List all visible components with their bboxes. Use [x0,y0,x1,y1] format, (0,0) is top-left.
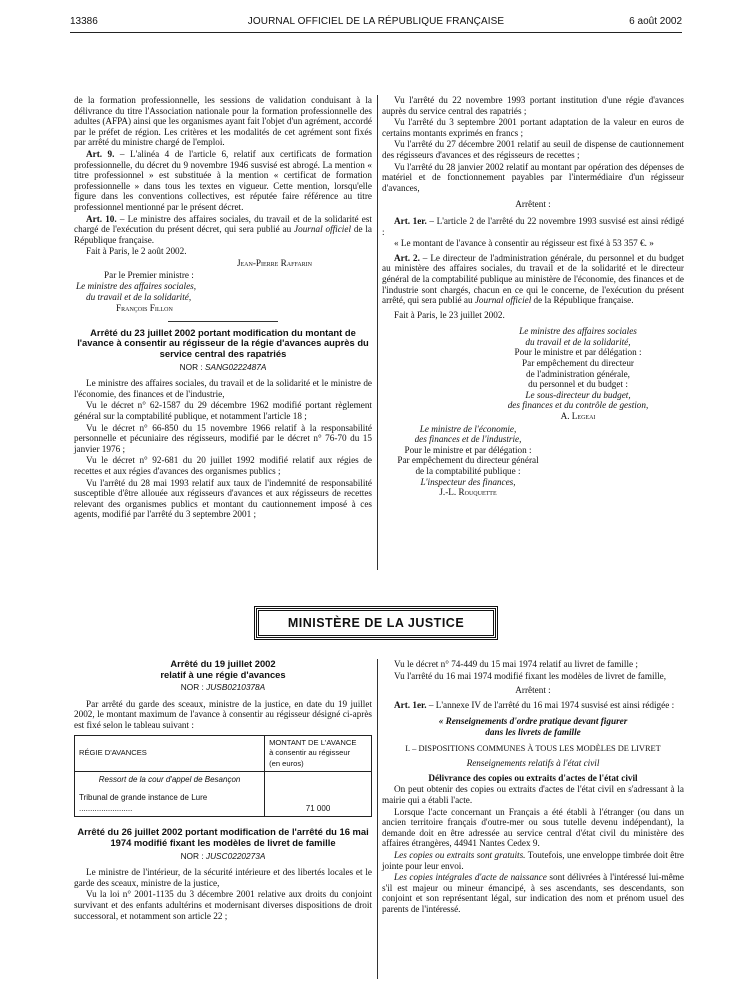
nor-reference: NOR : JUSB0210378A [180,682,266,693]
article-2: Art. 2. – Le directeur de l'administration générale, du personnel et du budget au ministère des affaires sociales, du travail et de la solidarité et le directeur général de la comptabilité publique au ministère de l'économie, des finances et de l'industrie sont chargés, chacun en ce qui le concerne, de l'exécution du présent arrêté, qui sera publié au Journal officiel de la République française. [382,252,684,306]
signature-line: Pour le ministre et par délégation : [404,444,532,455]
court-name: Ressort de la cour d'appel de Besançon [98,774,241,784]
subsection-heading: Renseignements relatifs à l'état civil [466,758,600,769]
paragraph: Les copies intégrales d'acte de naissance sont délivrées à l'intéressé lui-même s'il est majeur ou mineur émancipé, à ses ascendants, ses descendants, son conjoint et son représentant légal, sur indication des nom et prénom usuel des parents de l'intéressé. [382,872,684,914]
issue-date: 6 août 2002 [629,16,682,27]
page-number: 13386 [70,16,98,27]
journal-title: JOURNAL OFFICIEL DE LA RÉPUBLIQUE FRANÇAISE [247,16,505,27]
signature-line: de la comptabilité publique : [415,466,521,476]
signature-block-2 [382,424,684,498]
decree-title: Arrêté du 19 juillet 2002 relatif à une régie d'avances [160,658,286,680]
article-9: Art. 9. – L'alinéa 4 de l'article 6, relatif aux certificats de formation professionnelle, du décret du 9 novembre 1946 susvisé est abrogé. La mention « titre professionnel » est substituée à la mention « certificat de formation professionnelle » dans tous les textes en vigueur. Cette mention, lorsqu'elle figure dans les conventions collectives, est réputée faire référence au titre professionnel mentionné par le présent décret. [74,148,372,212]
paragraph: Le ministre de l'intérieur, de la sécurité intérieure et des libertés locales et le garde des sceaux, ministre de la justice, [74,867,372,888]
paragraph: Vu le décret n° 62-1587 du 29 décembre 1962 modifié portant règlement général sur la comptabilité publique, et notamment l'article 18 ; [74,400,372,422]
signer-name: Jean-Pierre Raffarin [236,257,312,268]
signer-name: François Fillon [116,303,173,314]
article-1: Art. 1er. – L'annexe IV de l'arrêté du 16 mai 1974 susvisé est ainsi rédigée : [394,699,675,710]
arretent: Arrêtent : [515,685,551,696]
column-3 [74,659,372,922]
signer-name: J.-L. Rouquette [439,487,497,498]
signer-name: A. Legeai [560,411,596,422]
separator [168,321,278,322]
signature-line: Le sous-directeur du budget, [525,389,631,400]
column-1 [74,95,372,521]
done-at: Fait à Paris, le 23 juillet 2002. [394,309,505,320]
column-4 [382,659,684,915]
table-cell: 71 000 [265,772,372,817]
signature-line: des finances et du contrôle de gestion, [507,400,649,411]
tribunal-name: Tribunal de grande instance de Lure ........................ [79,793,208,813]
minister-title: Le ministre des affaires sociales, du travail et de la solidarité, [76,281,197,302]
article-1: Art. 1er. – L'article 2 de l'arrêté du 22 novembre 1993 susvisé est ainsi rédigé : [382,215,684,237]
paragraph: Vu l'arrêté du 16 mai 1974 modifié fixant les modèles de livret de famille, [394,670,667,681]
signature-line: du travail et de la solidarité, [525,336,631,347]
paragraph: Vu l'arrêté du 28 janvier 2002 relatif au montant par opération des dépenses de matériel et de fonctionnement payables par l'intermédiaire d'un régisseur d'avances, [382,161,684,193]
paragraph: Vu l'arrêté du 22 novembre 1993 portant institution d'une régie d'avances auprès du service central des rapatriés ; [382,95,684,116]
done-at: Fait à Paris, le 2 août 2002. [86,246,187,257]
decree-title: Arrêté du 26 juillet 2002 portant modification de l'arrêté du 16 mai 1974 modifié fixant les modèles de livret de famille [77,826,369,848]
signature-line: Le ministre des affaires sociales [519,326,637,337]
table-row [75,772,372,817]
paragraph: Vu l'arrêté du 27 décembre 2001 relatif au seuil de dispense de cautionnement des régisseurs d'avances et des régisseurs de recettes ; [382,139,684,160]
column-divider [377,659,378,979]
column-divider [377,95,378,570]
column-2 [382,95,684,498]
paragraph: Vu le décret n° 74-449 du 15 mai 1974 relatif au livret de famille ; [394,659,638,669]
ministry-banner: MINISTÈRE DE LA JUSTICE [256,608,496,638]
arretent: Arrêtent : [515,199,551,210]
paragraph: de la formation professionnelle, les sessions de validation conduisant à la délivrance du titre l'Association nationale pour la formation professionnelle des adultes (AFPA) ainsi que les organismes ayant fait l'objet d'un agrément, accordé par le préfet de région. Les critères et les modalités de cet agrément sont fixés par arrêté du ministre chargé de l'emploi. [74,95,372,148]
annex-heading: « Renseignements d'ordre pratique devant figurer dans les livrets de famille [438,716,628,737]
signature-line: Pour le ministre et par délégation : [514,347,642,358]
table-cell [75,772,265,817]
paragraph: Vu l'arrêté du 3 septembre 2001 portant adaptation de la valeur en euros de certains montants exprimés en francs ; [382,117,684,138]
paragraph: Par arrêté du garde des sceaux, ministre de la justice, en date du 19 juillet 2002, le montant maximum de l'avance à consentir au régisseur désigné ci-après est fixé selon le tableau suivant : [74,698,372,730]
paragraph: Les copies ou extraits sont gratuits. Toutefois, une enveloppe timbrée doit être jointe pour leur envoi. [382,849,685,871]
decree-title: Arrêté du 23 juillet 2002 portant modification du montant de l'avance à consentir au régisseur de la régie d'avances auprès du service central des rapatriés [77,326,369,360]
table-header: MONTANT DE L'AVANCE à consentir au régisseur (en euros) [265,735,372,772]
signature-line: L'inspecteur des finances, [420,476,516,487]
signature-block-1 [382,326,684,421]
by-line: Par le Premier ministre : [104,269,194,280]
bold-heading: Délivrance des copies ou extraits d'actes de l'état civil [428,772,638,783]
signature-line: Le ministre de l'économie, [419,423,517,434]
paragraph: Vu l'arrêté du 28 mai 1993 relatif aux taux de l'indemnité de responsabilité susceptible d'être allouée aux régisseurs d'avances et aux régisseurs de recettes relevant des organismes publics et montant du cautionnement imposé à ces agents, modifié par l'arrêté du 3 septembre 2001 ; [74,477,372,520]
signature-line: des finances et de l'industrie, [414,434,522,445]
signature-line: de l'administration générale, [526,368,630,379]
paragraph: Le ministre des affaires sociales, du travail et de la solidarité et le ministre de l'économie, des finances et de l'industrie, [74,378,372,399]
article-1-quote: « Le montant de l'avance à consentir au régisseur est fixé à 53 357 €. » [394,238,654,249]
paragraph: Lorsque l'acte concernant un Français a été établi à l'étranger (ou dans un ancien territoire français d'outre-mer ou sous tutelle devenu indépendant), la demande doit en être adressée au service central d'état civil du ministère des affaires étrangères, 44941 Nantes Cedex 9. [382,806,684,849]
regie-table [74,735,372,818]
section-heading: I. – DISPOSITIONS COMMUNES À TOUS LES MODÈLES DE LIVRET [405,743,661,753]
nor-reference: NOR : JUSC0220273A [180,850,266,861]
signature-line: Par empêchement du directeur général [397,455,539,466]
nor-reference: NOR : SANG0222487A [179,361,267,372]
signature-line: Par empêchement du directeur [522,358,634,369]
paragraph: Vu le décret n° 92-681 du 20 juillet 1992 modifié relatif aux régies de recettes et aux régies d'avances des organismes publics ; [74,455,372,476]
paragraph: On peut obtenir des copies ou extraits d'actes de l'état civil en s'adressant à la mairie qui a établi l'acte. [382,784,684,805]
article-10: Art. 10. – Le ministre des affaires sociales, du travail et de la solidarité est chargé de l'exécution du présent décret, qui sera publié au Journal officiel de la République française. [74,213,373,245]
signature-line: du personnel et du budget : [528,379,628,390]
header-rule [70,32,682,33]
paragraph: Vu la loi n° 2001-1135 du 3 décembre 2001 relative aux droits du conjoint survivant et des enfants adultérins et modernisant diverses dispositions de droit successoral, et notamment son article 22 ; [74,889,372,921]
paragraph: Vu le décret n° 66-850 du 15 novembre 1966 relatif à la responsabilité personnelle et pécuniaire des régisseurs, modifié par le décret n° 76-70 du 15 janvier 1976 ; [74,422,372,454]
page-header [70,16,682,32]
table-header: RÉGIE D'AVANCES [75,735,265,772]
